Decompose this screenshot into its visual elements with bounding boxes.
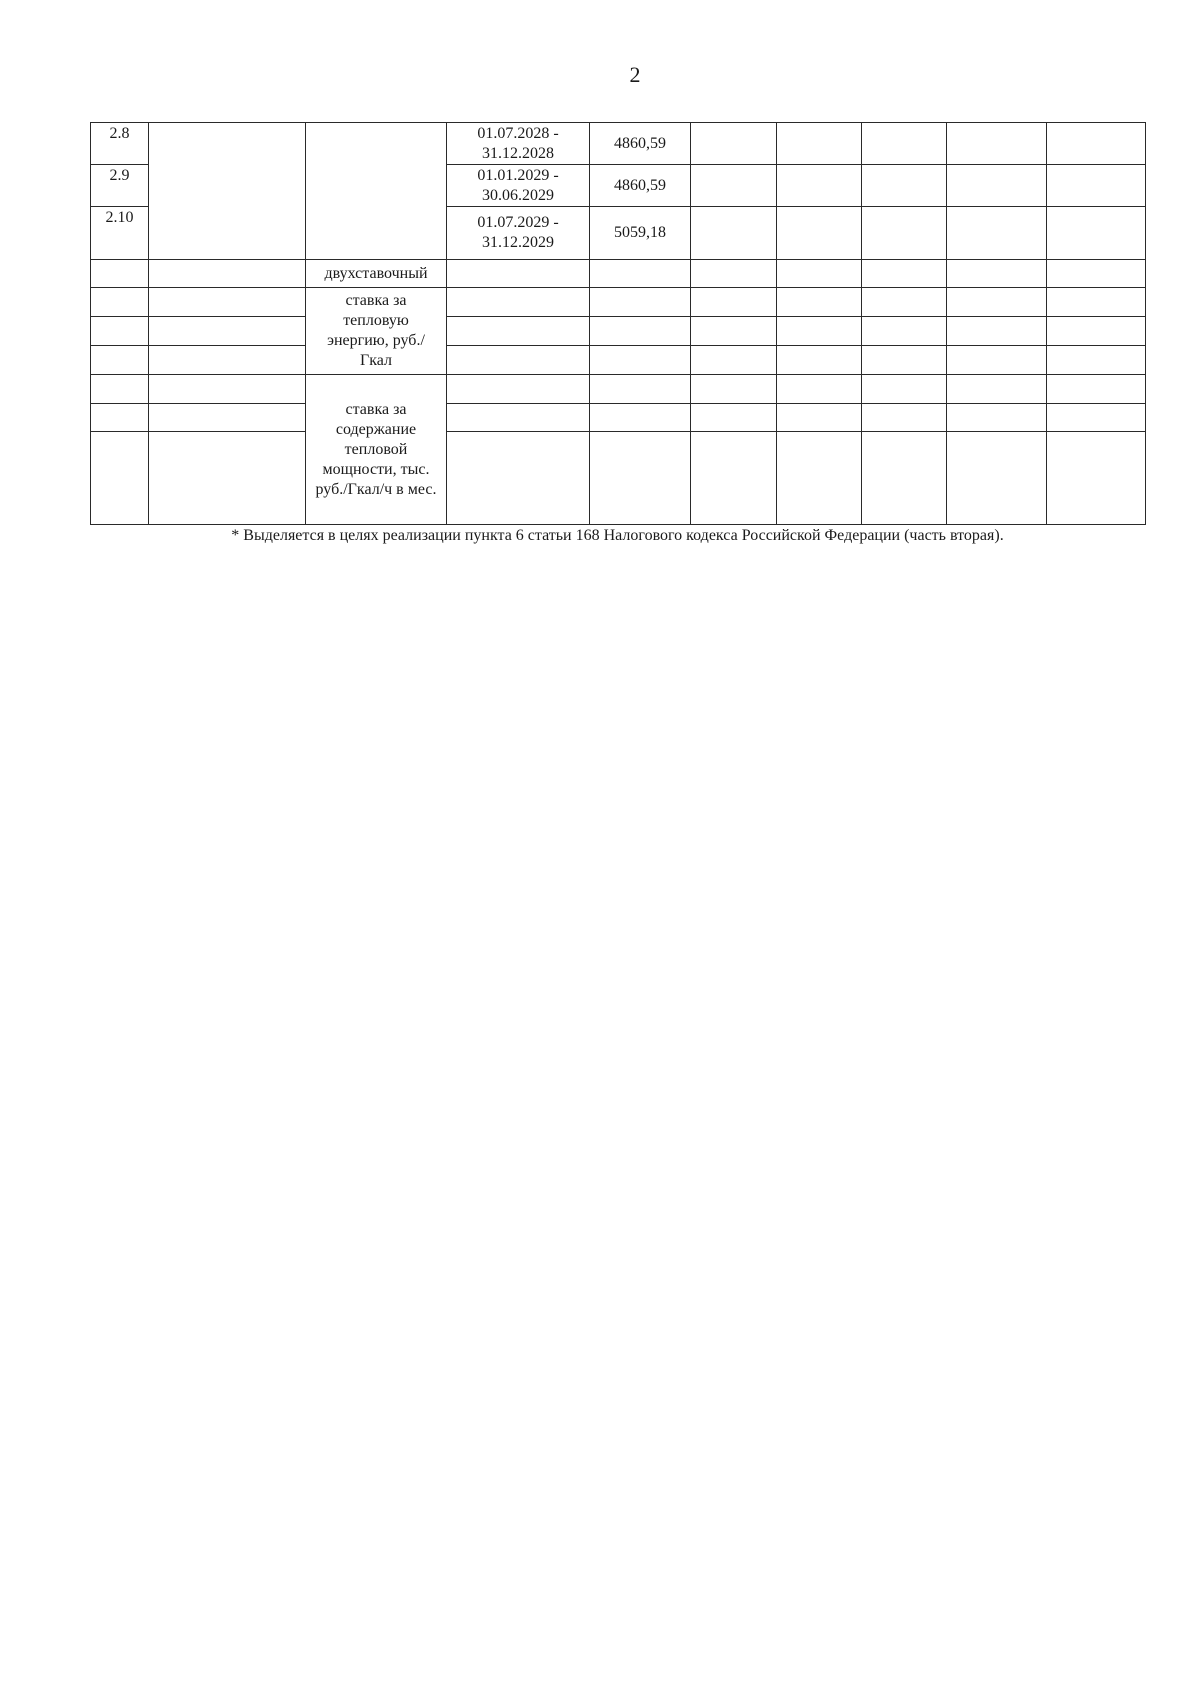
empty-cell bbox=[862, 346, 947, 375]
empty-cell bbox=[947, 288, 1047, 317]
empty-cell bbox=[590, 346, 691, 375]
empty-cell bbox=[149, 404, 306, 432]
period-cell bbox=[447, 207, 590, 260]
empty-cell bbox=[777, 260, 862, 288]
page-number: 2 bbox=[629, 62, 641, 87]
table-row bbox=[91, 375, 1146, 404]
empty-cell bbox=[862, 260, 947, 288]
empty-cell bbox=[149, 260, 306, 288]
table-row bbox=[91, 432, 1146, 525]
period-end: 31.12.2028 bbox=[482, 144, 554, 162]
table-row bbox=[91, 288, 1146, 317]
empty-cell bbox=[691, 288, 777, 317]
empty-cell bbox=[862, 404, 947, 432]
empty-cell bbox=[862, 123, 947, 165]
empty-cell bbox=[447, 260, 590, 288]
empty-cell bbox=[691, 123, 777, 165]
empty-cell bbox=[862, 432, 947, 525]
empty-cell bbox=[862, 288, 947, 317]
empty-cell bbox=[1047, 123, 1146, 165]
table-row bbox=[91, 346, 1146, 375]
empty-cell bbox=[1047, 317, 1146, 346]
empty-cell bbox=[777, 346, 862, 375]
row-number: 2.8 bbox=[91, 123, 149, 165]
empty-cell bbox=[447, 432, 590, 525]
capacity-rate-label: ставка за содержание тепловой мощности, тыс. руб./Гкал/ч в мес. bbox=[306, 375, 447, 525]
empty-cell bbox=[149, 432, 306, 525]
period-start: 01.01.2029 - bbox=[477, 166, 559, 184]
empty-cell bbox=[691, 432, 777, 525]
period-end: 31.12.2029 bbox=[482, 234, 554, 251]
table-row bbox=[91, 123, 1146, 165]
empty-cell bbox=[149, 375, 306, 404]
empty-cell bbox=[777, 375, 862, 404]
empty-cell bbox=[777, 432, 862, 525]
empty-cell bbox=[777, 404, 862, 432]
empty-cell bbox=[1047, 375, 1146, 404]
empty-cell bbox=[691, 165, 777, 207]
empty-cell bbox=[1047, 346, 1146, 375]
empty-cell bbox=[447, 317, 590, 346]
empty-cell bbox=[947, 317, 1047, 346]
empty-cell bbox=[947, 404, 1047, 432]
empty-cell bbox=[777, 317, 862, 346]
table-row bbox=[91, 260, 1146, 288]
row-number: 2.10 bbox=[91, 207, 149, 260]
empty-cell bbox=[777, 288, 862, 317]
empty-cell bbox=[947, 165, 1047, 207]
two-part-tariff-label: двухставочный bbox=[306, 260, 447, 288]
empty-cell bbox=[947, 375, 1047, 404]
empty-cell bbox=[1047, 207, 1146, 260]
empty-cell bbox=[590, 260, 691, 288]
row-number: 2.9 bbox=[91, 165, 149, 207]
tariff-table bbox=[90, 122, 1146, 525]
tariff-value: 4860,59 bbox=[590, 165, 691, 207]
empty-cell bbox=[691, 317, 777, 346]
empty-cell bbox=[91, 288, 149, 317]
period-start: 01.07.2028 - bbox=[477, 124, 559, 142]
empty-cell bbox=[691, 260, 777, 288]
tariff-value: 4860,59 bbox=[590, 123, 691, 165]
empty-cell bbox=[590, 375, 691, 404]
empty-cell bbox=[590, 288, 691, 317]
table-row bbox=[91, 404, 1146, 432]
empty-cell bbox=[1047, 165, 1146, 207]
empty-cell bbox=[691, 346, 777, 375]
empty-cell bbox=[91, 260, 149, 288]
empty-cell bbox=[91, 404, 149, 432]
empty-cell bbox=[149, 123, 306, 260]
period-end: 30.06.2029 bbox=[482, 186, 554, 204]
empty-cell bbox=[447, 346, 590, 375]
empty-cell bbox=[91, 346, 149, 375]
empty-cell bbox=[862, 375, 947, 404]
empty-cell bbox=[590, 404, 691, 432]
empty-cell bbox=[862, 207, 947, 260]
empty-cell bbox=[447, 288, 590, 317]
empty-cell bbox=[777, 123, 862, 165]
energy-rate-label: ставка за тепловую энергию, руб./Гкал bbox=[306, 288, 447, 375]
empty-cell bbox=[1047, 260, 1146, 288]
empty-cell bbox=[447, 375, 590, 404]
empty-cell bbox=[1047, 404, 1146, 432]
empty-cell bbox=[691, 375, 777, 404]
period-start: 01.07.2029 - bbox=[477, 214, 559, 231]
empty-cell bbox=[777, 165, 862, 207]
empty-cell bbox=[149, 288, 306, 317]
empty-cell bbox=[947, 346, 1047, 375]
empty-cell bbox=[91, 375, 149, 404]
empty-cell bbox=[91, 432, 149, 525]
empty-cell bbox=[149, 346, 306, 375]
empty-cell bbox=[306, 123, 447, 260]
empty-cell bbox=[947, 123, 1047, 165]
empty-cell bbox=[947, 260, 1047, 288]
tariff-value: 5059,18 bbox=[590, 207, 691, 260]
period-cell bbox=[447, 123, 590, 165]
empty-cell bbox=[91, 317, 149, 346]
empty-cell bbox=[149, 317, 306, 346]
empty-cell bbox=[777, 207, 862, 260]
empty-cell bbox=[947, 207, 1047, 260]
period-cell bbox=[447, 165, 590, 207]
empty-cell bbox=[1047, 432, 1146, 525]
empty-cell bbox=[691, 404, 777, 432]
table-row bbox=[91, 317, 1146, 346]
empty-cell bbox=[590, 317, 691, 346]
empty-cell bbox=[1047, 288, 1146, 317]
empty-cell bbox=[862, 165, 947, 207]
empty-cell bbox=[447, 404, 590, 432]
empty-cell bbox=[947, 432, 1047, 525]
empty-cell bbox=[862, 317, 947, 346]
empty-cell bbox=[590, 432, 691, 525]
empty-cell bbox=[691, 207, 777, 260]
footnote: * Выделяется в целях реализации пункта 6 статьи 168 Налогового кодекса Российской Федерации (часть вторая). bbox=[231, 527, 1004, 544]
